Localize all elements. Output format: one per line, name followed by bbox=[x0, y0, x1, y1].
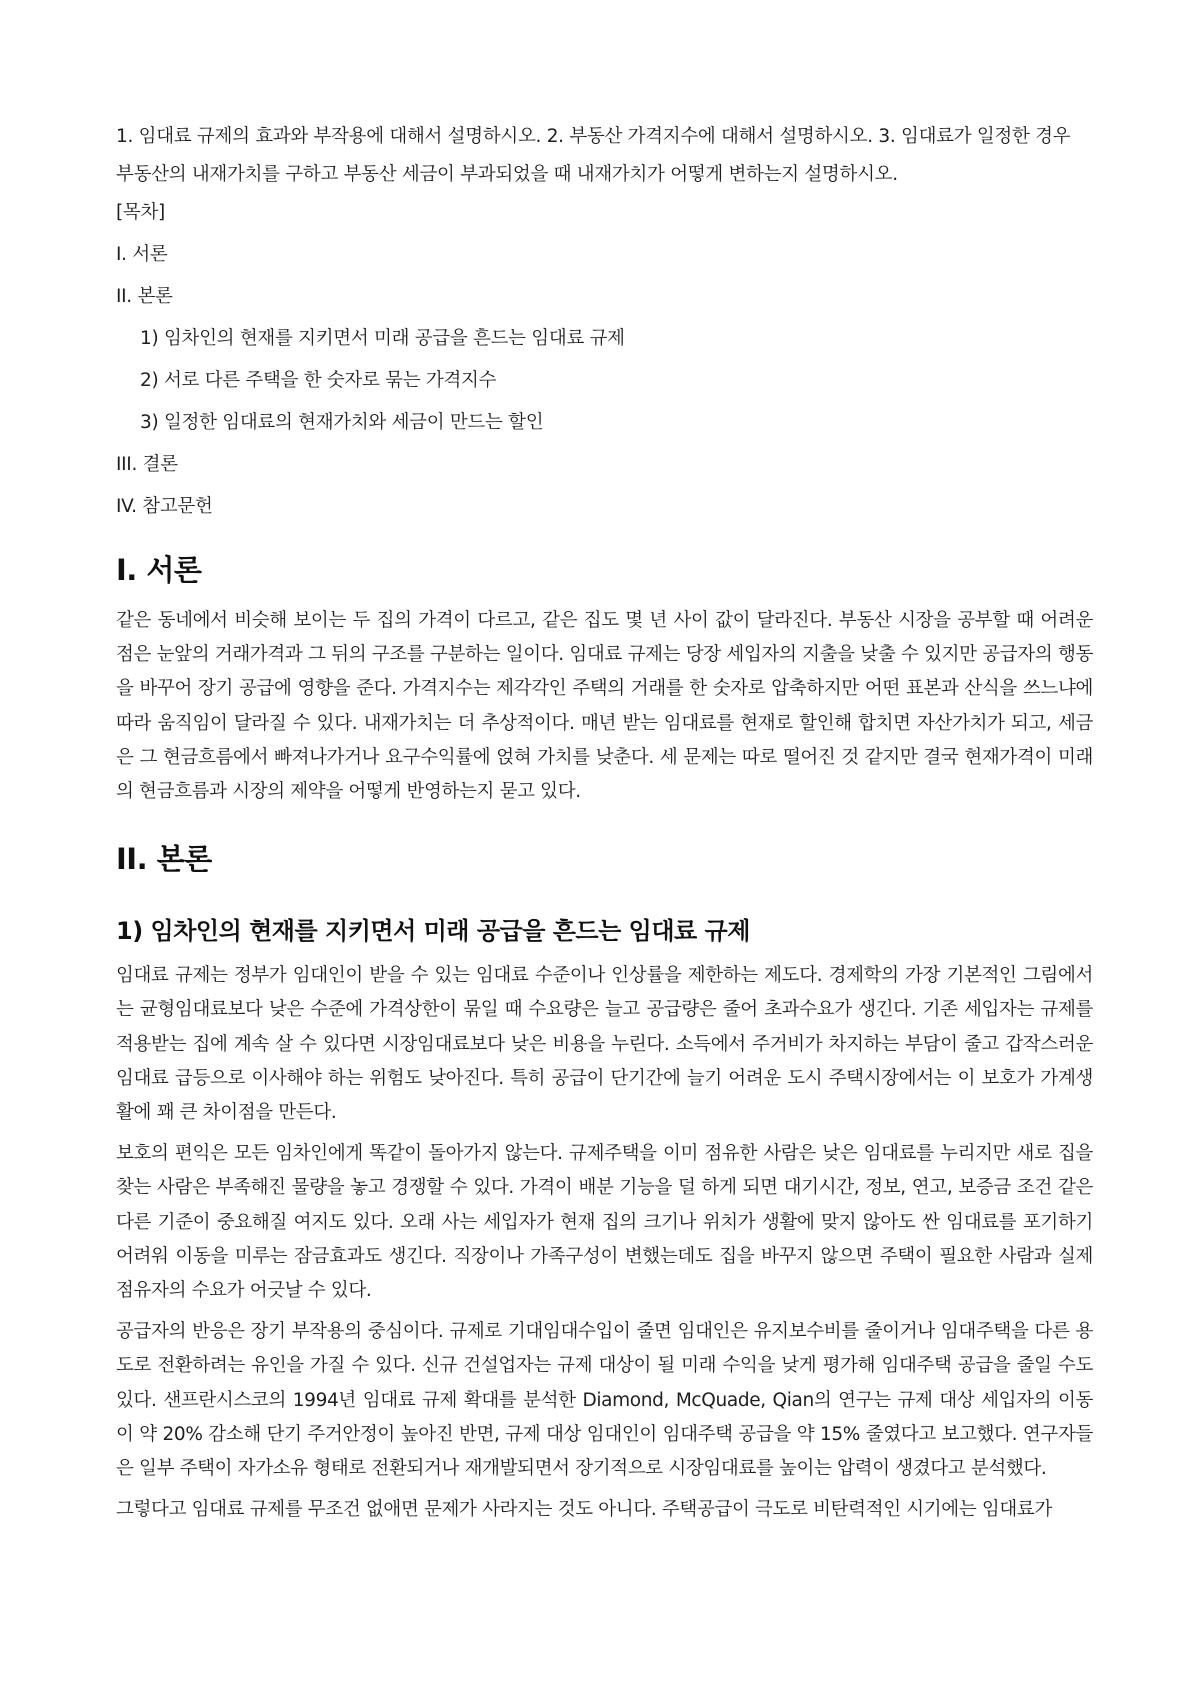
intro-heading: I. 서론 bbox=[116, 553, 202, 587]
body-sub1-paragraph-4: 그렇다고 임대료 규제를 무조건 없애면 문제가 사라지는 것도 아니다. 주택공급이 극도로 비탄력적인 시기에는 임대료가 bbox=[116, 1499, 1052, 1521]
toc-item-references: IV. 참고문헌 bbox=[116, 496, 213, 517]
toc-item-body-2: 2) 서로 다른 주택을 한 숫자로 묶는 가격지수 bbox=[140, 370, 497, 391]
body-sub1-paragraph-3: 공급자의 반응은 장기 부작용의 중심이다. 규제로 기대임대수입이 줄면 임대인은 유지보수비를 줄이거나 임대주택을 다른 용도로 전환하려는 유인을 가질 수 있다. 신규 건설업자는 규제 대상이 될 미래 수익을 낮게 평가해 임대주택 공급을 줄일 수도 있다. 샌프란시스코의 1994년 임대료 규제 확대를 분석한 Diamond, McQuade, Qian의 연구는 규제 대상 세입자의 이동이 약 20% 감소해 단기 주거안정이 높아진 반면, 규제 대상 임대인이 임대주택 공급을 약 15% 줄였다고 보고했다. 연구자들은 일부 주택이 자가소유 형태로 전환되거나 재개발되면서 장기적으로 시장임대료를 높이는 압력이 생겼다고 분석했다. bbox=[116, 1321, 1093, 1480]
toc-item-body-3: 3) 일정한 임대료의 현재가치와 세금이 만드는 할인 bbox=[140, 412, 544, 433]
toc-item-conclusion: III. 결론 bbox=[116, 454, 178, 475]
toc-item-body-1: 1) 임차인의 현재를 지키면서 미래 공급을 흔드는 임대료 규제 bbox=[140, 328, 625, 349]
assignment-question: 1. 임대료 규제의 효과와 부작용에 대해서 설명하시오. 2. 부동산 가격지수에 대해서 설명하시오. 3. 임대료가 일정한 경우 부동산의 내재가치를 구하고 부동산 세금이 부과되었을 때 내재가치가 어떻게 변하는지 설명하시오. bbox=[116, 126, 1071, 185]
toc-item-intro: I. 서론 bbox=[116, 244, 168, 265]
body-sub1-paragraph-1: 임대료 규제는 정부가 임대인이 받을 수 있는 임대료 수준이나 인상률을 제한하는 제도다. 경제학의 가장 기본적인 그림에서는 균형임대료보다 낮은 수준에 가격상한이 묶일 때 수요량은 늘고 공급량은 줄어 초과수요가 생긴다. 기존 세입자는 규제를 적용받는 집에 계속 살 수 있다면 시장임대료보다 낮은 비용을 누린다. 소득에서 주거비가 차지하는 부담이 줄고 갑작스러운 임대료 급등으로 이사해야 하는 위험도 낮아진다. 특히 공급이 단기간에 늘기 어려운 도시 주택시장에서는 이 보호가 가계생활에 꽤 큰 차이점을 만든다. bbox=[116, 965, 1093, 1124]
body-heading: II. 본론 bbox=[116, 842, 212, 877]
body-sub1-paragraph-2: 보호의 편익은 모든 임차인에게 똑같이 돌아가지 않는다. 규제주택을 이미 점유한 사람은 낮은 임대료를 누리지만 새로 집을 찾는 사람은 부족해진 물량을 놓고 경쟁할 수 있다. 가격이 배분 기능을 덜 하게 되면 대기시간, 정보, 연고, 보증금 조건 같은 다른 기준이 중요해질 여지도 있다. 오래 사는 세입자가 현재 집의 크기나 위치가 생활에 맞지 않아도 싼 임대료를 포기하기 어려워 이동을 미루는 잠금효과도 생긴다. 직장이나 가족구성이 변했는데도 집을 바꾸지 않으면 주택이 필요한 사람과 실제 점유자의 수요가 어긋날 수 있다. bbox=[116, 1143, 1093, 1302]
toc-heading: [목차] bbox=[116, 202, 165, 223]
intro-paragraph: 같은 동네에서 비슷해 보이는 두 집의 가격이 다르고, 같은 집도 몇 년 사이 값이 달라진다. 부동산 시장을 공부할 때 어려운 점은 눈앞의 거래가격과 그 뒤의 구조를 구분하는 일이다. 임대료 규제는 당장 세입자의 지출을 낮출 수 있지만 공급자의 행동을 바꾸어 장기 공급에 영향을 준다. 가격지수는 제각각인 주택의 거래를 한 숫자로 압축하지만 어떤 표본과 산식을 쓰느냐에 따라 움직임이 달라질 수 있다. 내재가치는 더 추상적이다. 매년 받는 임대료를 현재로 할인해 합치면 자산가치가 되고, 세금은 그 현금흐름에서 빠져나가거나 요구수익률에 얹혀 가치를 낮춘다. 세 문제는 따로 떨어진 것 같지만 결국 현재가격이 미래의 현금흐름과 시장의 제약을 어떻게 반영하는지 묻고 있다. bbox=[116, 610, 1093, 803]
body-sub1-heading: 1) 임차인의 현재를 지키면서 미래 공급을 흔드는 임대료 규제 bbox=[116, 917, 750, 946]
table-of-contents bbox=[116, 200, 1093, 520]
toc-item-body: II. 본론 bbox=[116, 286, 173, 307]
